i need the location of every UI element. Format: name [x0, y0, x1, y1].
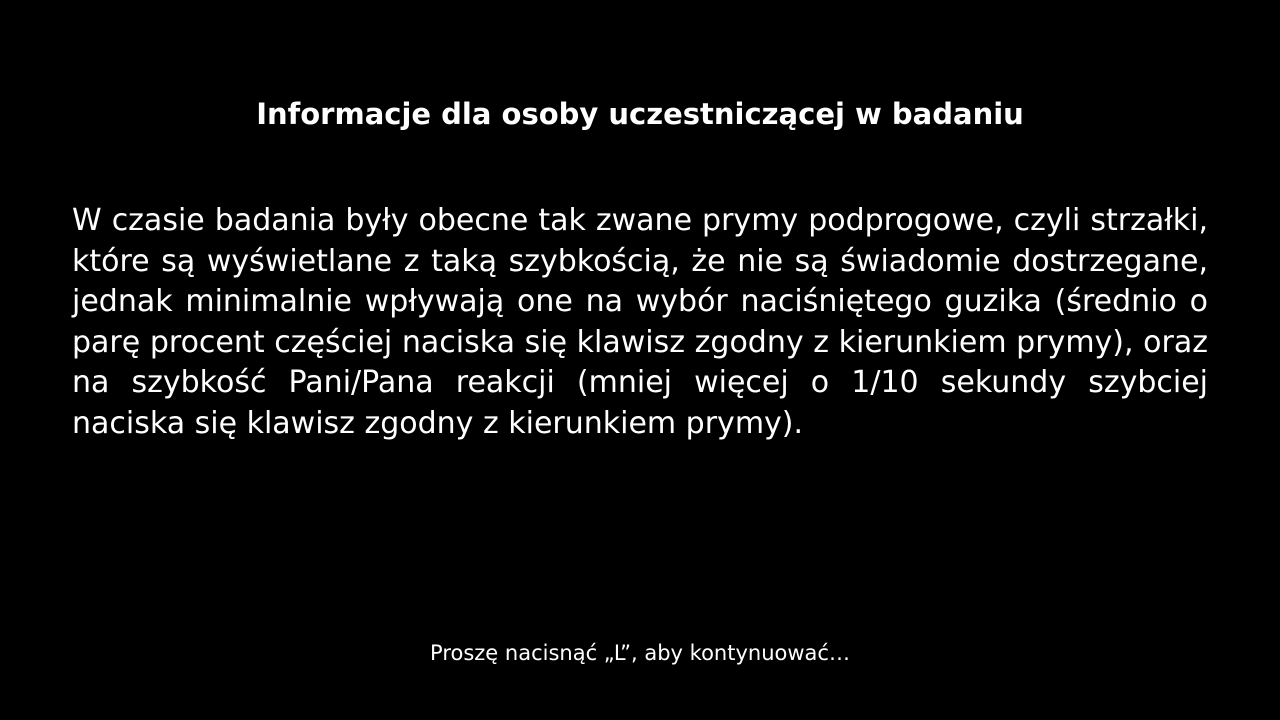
screen-title: Informacje dla osoby uczestniczącej w badaniu [256, 97, 1024, 131]
continue-prompt: Proszę nacisnąć „L”, aby kontynuować… [430, 641, 850, 665]
debriefing-text: W czasie badania były obecne tak zwane prymy podprogowe, czyli strzałki, które są wyświetlane z taką szybkością, że nie są świadomie dostrzegane, jednak minimalnie wpływają one na wybór naciśniętego guzika (średnio o parę procent częściej naciska się klawisz zgodny z kierunkiem prymy), oraz na szybkość Pani/Pana reakcji (mniej więcej o 1/10 sekundy szybciej naciska się klawisz zgodny z kierunkiem prymy). [72, 203, 1208, 441]
